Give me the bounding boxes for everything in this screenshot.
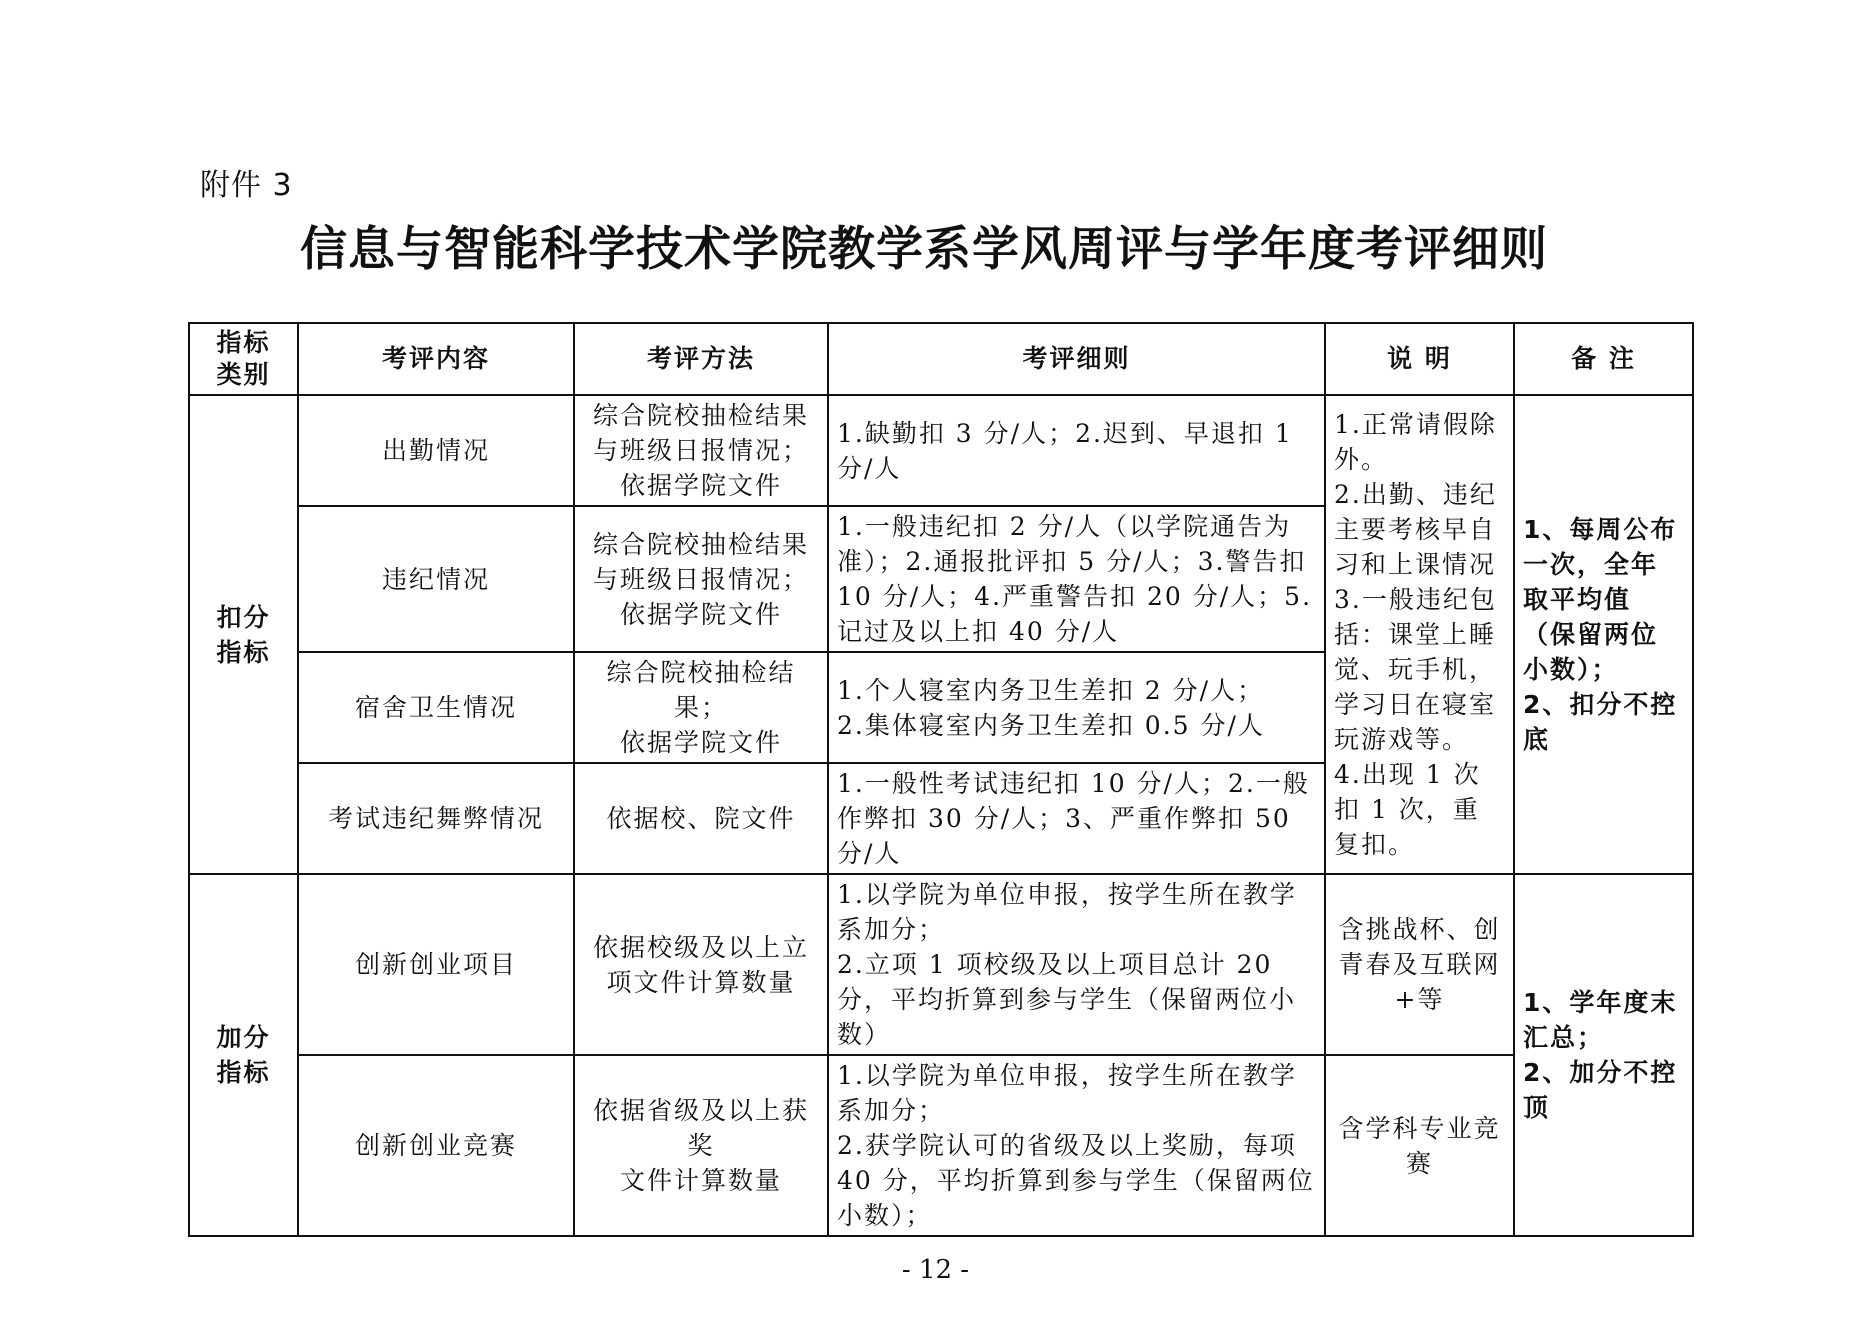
table-header-row	[189, 323, 1693, 395]
method-cell: 综合院校抽检结果 与班级日报情况； 依据学院文件	[574, 506, 828, 652]
deduction-remark: 1、每周公布一次，全年取平均值（保留两位小数）； 2、扣分不控底	[1514, 395, 1693, 874]
header-explain: 说 明	[1325, 323, 1514, 395]
detail-cell: 1.一般违纪扣 2 分/人（以学院通告为准）；2.通报批评扣 5 分/人；3.警告扣 10 分/人；4.严重警告扣 20 分/人；5.记过及以上扣 40 分/人	[828, 506, 1325, 652]
explain-cell: 含挑战杯、创青春及互联网+等	[1325, 874, 1514, 1055]
category-bonus: 加分 指标	[189, 874, 298, 1236]
header-indicator-type: 指标 类别	[189, 323, 298, 395]
header-content: 考评内容	[298, 323, 574, 395]
deduction-explain	[1325, 395, 1514, 874]
method-cell: 依据省级及以上获 奖 文件计算数量	[574, 1055, 828, 1236]
method-cell: 依据校级及以上立 项文件计算数量	[574, 874, 828, 1055]
table-row	[189, 874, 1693, 1055]
detail-cell: 1.一般性考试违纪扣 10 分/人；2.一般作弊扣 30 分/人；3、严重作弊扣 50 分/人	[828, 763, 1325, 874]
page-number: - 12 -	[901, 1255, 970, 1285]
detail-cell: 1.以学院为单位申报，按学生所在教学系加分； 2.立项 1 项校级及以上项目总计 20 分，平均折算到参与学生（保留两位小数）	[828, 874, 1325, 1055]
content-cell: 考试违纪舞弊情况	[298, 763, 574, 874]
attachment-label: 附件 3	[200, 168, 293, 203]
content-cell: 宿舍卫生情况	[298, 652, 574, 763]
detail-cell: 1.缺勤扣 3 分/人；2.迟到、早退扣 1 分/人	[828, 395, 1325, 506]
explain-text: 1.正常请假除外。 2.出勤、违纪主要考核早自习和上课情况 3.一般违纪包括：课堂上睡觉、玩手机，学习日在寝室玩游戏等。 4.出现 1 次扣 1 次，重复扣。	[1334, 410, 1497, 859]
content-cell: 创新创业项目	[298, 874, 574, 1055]
detail-cell: 1.以学院为单位申报，按学生所在教学系加分； 2.获学院认可的省级及以上奖励，每项 40 分，平均折算到参与学生（保留两位小数）；	[828, 1055, 1325, 1236]
header-method: 考评方法	[574, 323, 828, 395]
method-cell: 综合院校抽检结果； 依据学院文件	[574, 652, 828, 763]
content-cell: 创新创业竞赛	[298, 1055, 574, 1236]
explain-cell: 含学科专业竞赛	[1325, 1055, 1514, 1236]
table-row	[189, 1055, 1693, 1236]
bonus-remark: 1、学年度末汇总； 2、加分不控顶	[1514, 874, 1693, 1236]
header-remark: 备 注	[1514, 323, 1693, 395]
category-deduction: 扣分 指标	[189, 395, 298, 874]
content-cell: 违纪情况	[298, 506, 574, 652]
content-cell: 出勤情况	[298, 395, 574, 506]
method-cell: 综合院校抽检结果 与班级日报情况； 依据学院文件	[574, 395, 828, 506]
table-row	[189, 395, 1693, 506]
header-detail: 考评细则	[828, 323, 1325, 395]
method-cell: 依据校、院文件	[574, 763, 828, 874]
detail-cell: 1.个人寝室内务卫生差扣 2 分/人； 2.集体寝室内务卫生差扣 0.5 分/人	[828, 652, 1325, 763]
document-title: 信息与智能科学技术学院教学系学风周评与学年度考评细则	[300, 222, 1548, 277]
evaluation-rules-table	[188, 322, 1694, 1237]
